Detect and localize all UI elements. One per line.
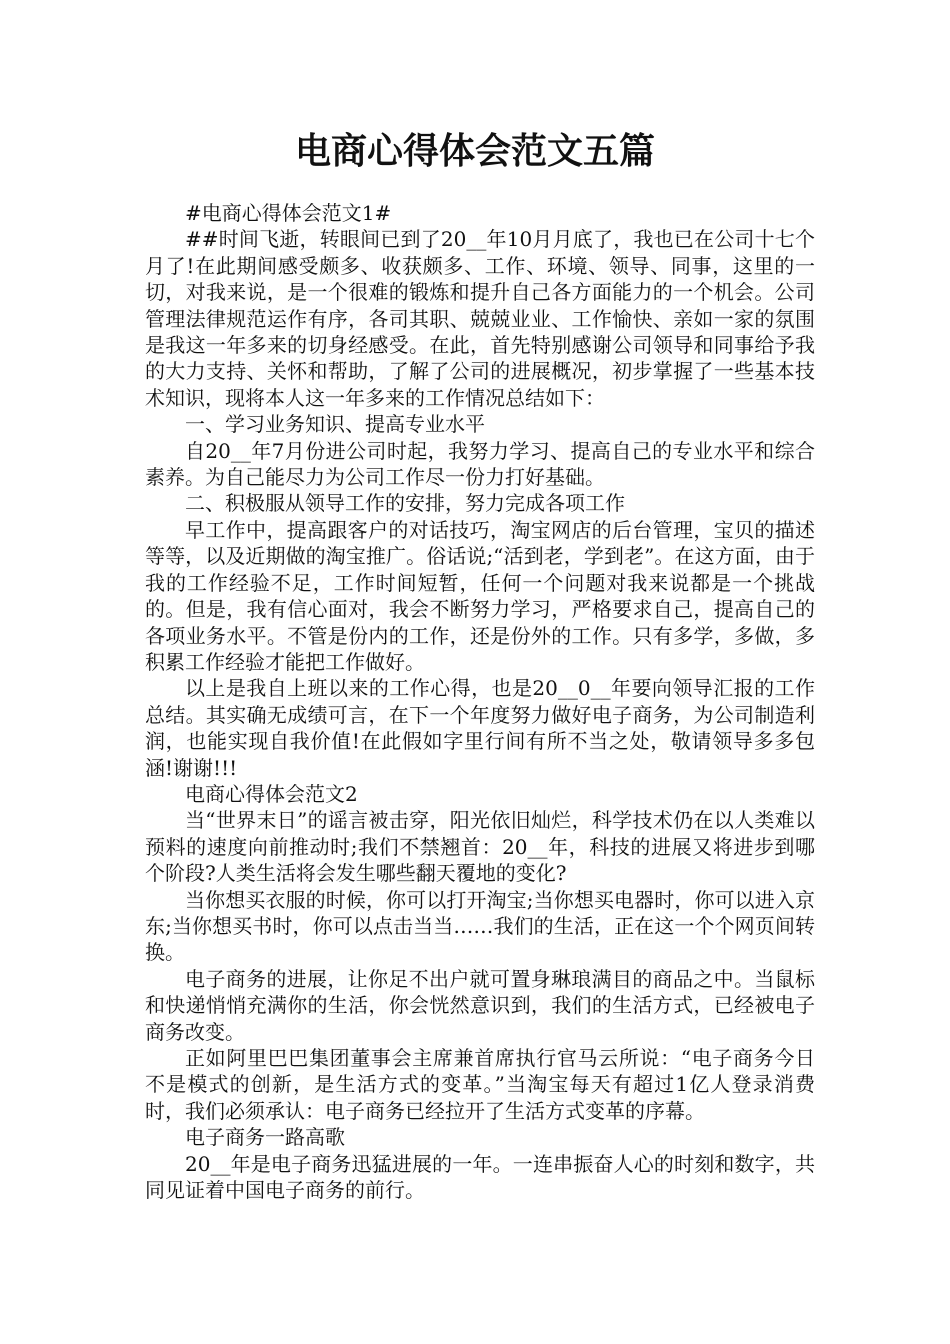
subheading-ecommerce: 电子商务一路高歌 [185,1125,345,1150]
body-paragraph: 以上是我自上班以来的工作心得，也是20__0__年要向领导汇报的工作总结。其实确无成绩可言，在下一个年度努力做好电子商务，为公司制造利润，也能实现自我价值!在此假如字里行间有所不当之处，敬请领导多多包涵!谢谢!!! [145,676,815,780]
document-title: 电商心得体会范文五篇 [294,131,655,172]
body-paragraph: 当“世界末日”的谣言被击穿，阳光依旧灿烂，科学技术仍在以人类难以预料的速度向前推动时;我们不禁翘首：20__年，科技的进展又将进步到哪个阶段?人类生活将会发生哪些翻天覆地的变化? [145,808,815,886]
subheading-study: 一、学习业务知识、提高专业水平 [185,412,485,437]
section-heading-2: 电商心得体会范文2 [185,781,358,806]
body-paragraph: 当你想买衣服的时候，你可以打开淘宝;当你想买电器时，你可以进入京东;当你想买书时，你可以点击当当……我们的生活，正在这一个个网页间转换。 [145,887,815,965]
body-paragraph: 早工作中，提高跟客户的对话技巧，淘宝网店的后台管理，宝贝的描述等等，以及近期做的淘宝推广。俗话说;“活到老，学到老”。在这方面，由于我的工作经验不足，工作时间短暂，任何一个问题对我来说都是一个挑战的。但是，我有信心面对，我会不断努力学习，严格要求自己，提高自己的各项业务水平。不管是份内的工作，还是份外的工作。只有多学，多做，多积累工作经验才能把工作做好。 [145,517,815,674]
section-heading-1: #电商心得体会范文1# [185,201,392,225]
body-paragraph: 20__年是电子商务迅猛进展的一年。一连串振奋人心的时刻和数字，共同见证着中国电子商务的前行。 [145,1151,815,1203]
document-body [145,200,815,1203]
body-paragraph: 电子商务的进展，让你足不出户就可置身琳琅满目的商品之中。当鼠标和快递悄悄充满你的生活，你会恍然意识到，我们的生活方式，已经被电子商务改变。 [145,966,815,1044]
body-paragraph: ##时间飞逝，转眼间已到了20__年10月月底了，我也已在公司十七个月了!在此期间感受颇多、收获颇多、工作、环境、领导、同事，这里的一切，对我来说，是一个很难的锻炼和提升自己各方面能力的一个机会。公司管理法律规范运作有序，各司其职、兢兢业业、工作愉快、亲如一家的氛围是我这一年多来的切身经感受。在此，首先特别感谢公司领导和同事给予我的大力支持、关怀和帮助，了解了公司的进展概况，初步掌握了一些基本技术知识，现将本人这一年多来的工作情况总结如下： [145,227,815,410]
body-paragraph: 自20__年7月份进公司时起，我努力学习、提高自己的专业水平和综合素养。为自己能尽力为公司工作尽一份力打好基础。 [145,438,815,490]
subheading-work: 二、积极服从领导工作的安排，努力完成各项工作 [185,491,625,516]
body-paragraph: 正如阿里巴巴集团董事会主席兼首席执行官马云所说：“电子商务今日不是模式的创新，是生活方式的变革。”当淘宝每天有超过1亿人登录消费时，我们必须承认：电子商务已经拉开了生活方式变革的序幕。 [145,1046,815,1123]
